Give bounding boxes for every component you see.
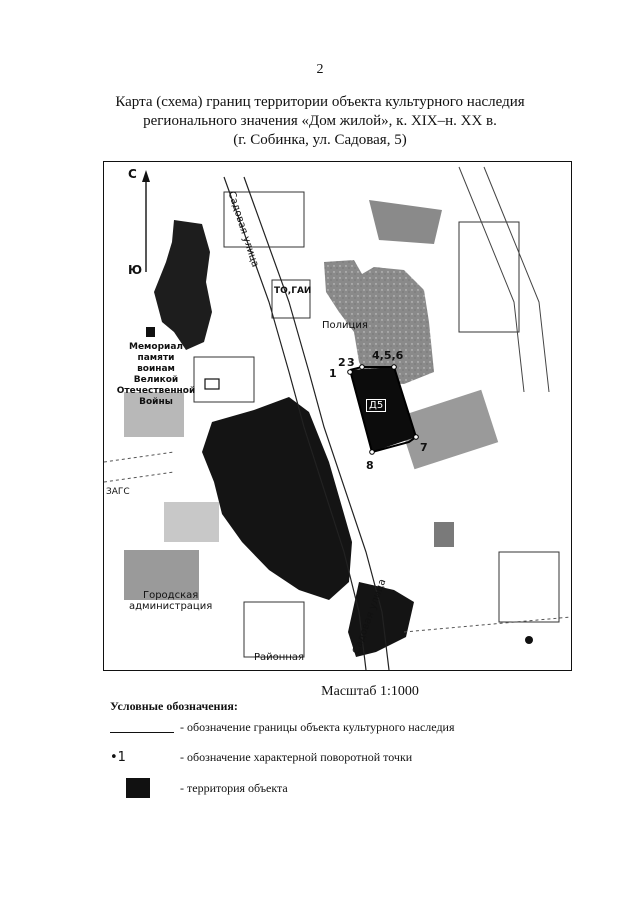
legend-boundary-text: - обозначение границы объекта культурного наследия: [180, 719, 455, 734]
page-number: 2: [316, 62, 324, 77]
memorial-line-3: воинам: [137, 364, 175, 374]
memorial-label: [116, 342, 196, 408]
legend-boundary: [110, 716, 455, 738]
police-label: Полиция: [322, 320, 368, 331]
title-line-2: регионального значения «Дом жилой», к. XIX–н. XX в.: [143, 113, 497, 129]
legend-territory: [110, 777, 288, 799]
administration-label: [129, 590, 212, 612]
legend-territory-text: - территория объекта: [180, 780, 288, 795]
street-label-top: Садовая улица: [225, 190, 261, 269]
memorial-line-4: Великой: [133, 375, 179, 385]
zags-label: ЗАГС: [106, 487, 130, 497]
building-right-small: [434, 522, 454, 547]
point-2: 2: [338, 356, 346, 369]
memorial-line-5: Отечественной: [116, 386, 196, 396]
legend-line-symbol: [110, 732, 174, 733]
administration-line-2: администрация: [129, 601, 213, 612]
legend-title: Условные обозначения:: [110, 699, 238, 713]
map-frame: [103, 161, 572, 671]
point-1: 1: [329, 367, 337, 380]
compass-icon: [525, 636, 533, 644]
road-left: [104, 452, 174, 482]
administration-line-1: Городская: [142, 590, 199, 601]
point-8: 8: [366, 459, 374, 472]
rayonnaya-label: Районная: [254, 652, 304, 663]
street-label-bottom: Садовая улица: [351, 577, 389, 656]
point-7: 7: [420, 441, 428, 454]
building-number: Д5: [366, 399, 386, 412]
map-title: [80, 93, 560, 150]
gibdd-label: ТО,ГАИ: [274, 286, 312, 296]
legend-point-text: - обозначение характерной поворотной точки: [180, 749, 413, 764]
title-line-3: (г. Собинка, ул. Садовая, 5): [233, 132, 407, 148]
point-3: 3: [347, 356, 355, 369]
park-center: [202, 397, 352, 600]
mail-icon: [205, 379, 219, 389]
memorial-icon: [146, 327, 155, 337]
point-4-5-6: 4,5,6: [372, 349, 404, 362]
memorial-line-6: Войны: [139, 397, 173, 407]
building-outline-br: [499, 552, 559, 622]
building-south: [164, 502, 219, 542]
road-bottom-right: [404, 617, 571, 632]
north-label: С: [128, 167, 137, 181]
scale-text: Масштаб 1:1000: [321, 684, 419, 699]
building-outline-bottom: [244, 602, 304, 657]
memorial-line-2: памяти: [137, 353, 175, 363]
title-line-1: Карта (схема) границ территории объекта культурного наследия: [115, 94, 525, 110]
building-outline-tr: [459, 222, 519, 332]
road-right: [459, 167, 549, 392]
legend-point-symbol: •1: [110, 749, 126, 765]
legend-fill-symbol: [126, 778, 150, 798]
park-upper-left: [154, 220, 212, 350]
building-upper-right: [369, 200, 442, 244]
building-outline-mid: [194, 357, 254, 402]
south-label: Ю: [128, 263, 143, 277]
memorial-line-1: Мемориал: [128, 342, 183, 352]
legend-point: [110, 746, 412, 768]
